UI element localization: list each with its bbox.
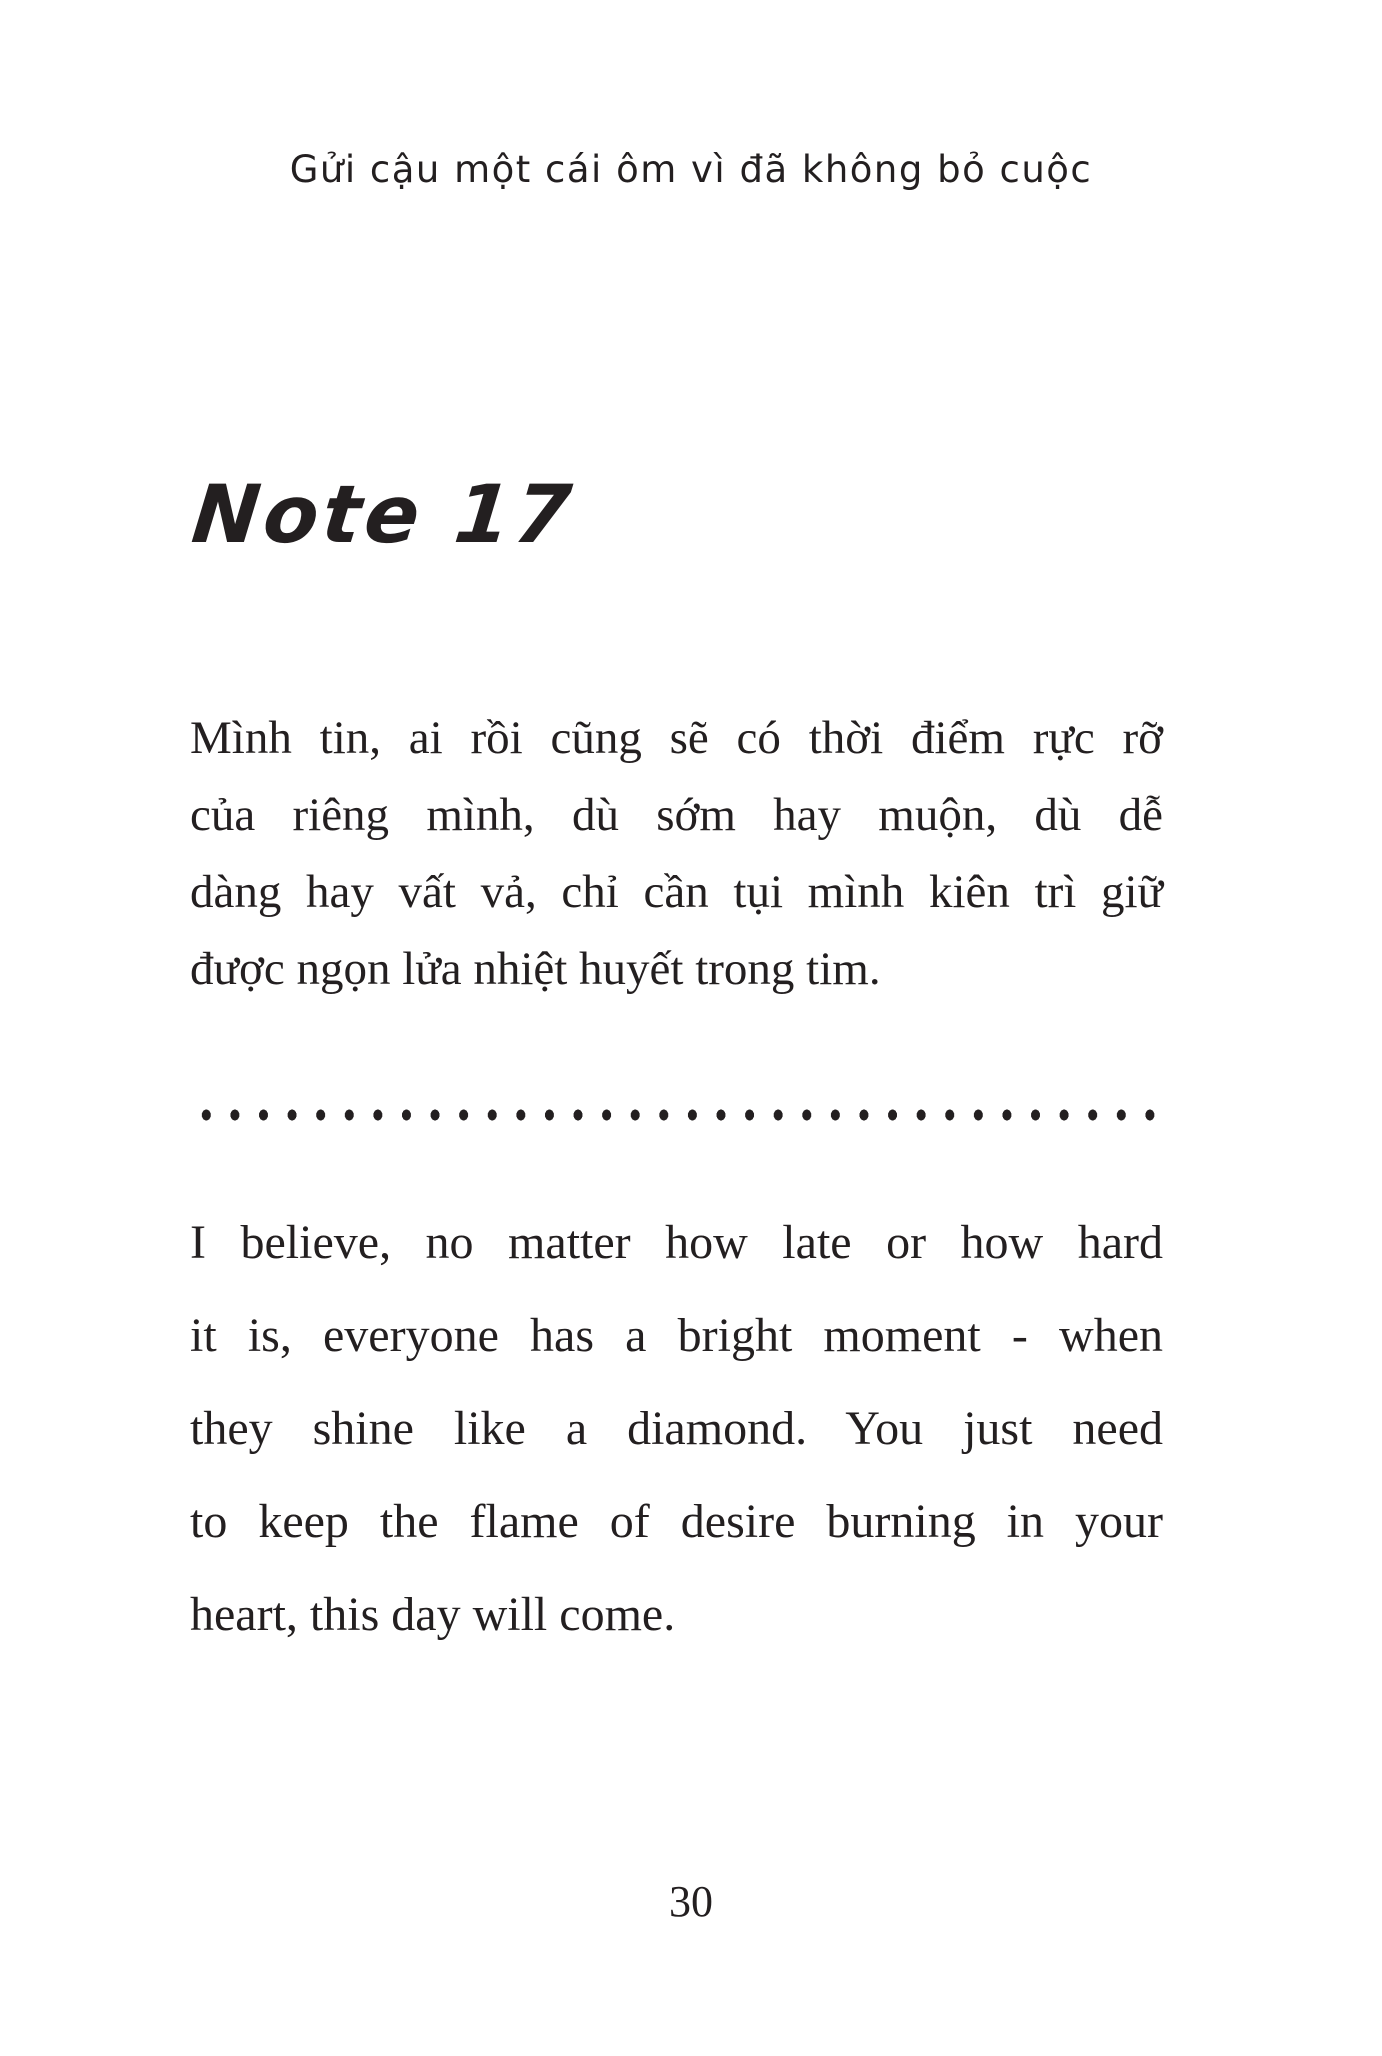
english-line: to keep the flame of desire burning in your — [190, 1495, 1163, 1548]
vietnamese-paragraph — [190, 700, 1163, 1008]
note-title: Note 17 — [188, 468, 580, 561]
english-line: heart, this day will come. — [190, 1588, 676, 1641]
dotted-divider — [192, 1107, 1165, 1123]
english-line: they shine like a diamond. You just need — [190, 1402, 1163, 1455]
vietnamese-line: dàng hay vất vả, chỉ cần tụi mình kiên trì giữ — [190, 866, 1163, 918]
vietnamese-line: được ngọn lửa nhiệt huyết trong tim. — [190, 943, 881, 995]
english-line: I believe, no matter how late or how hard — [190, 1216, 1163, 1269]
vietnamese-line: Mình tin, ai rồi cũng sẽ có thời điểm rực rỡ — [190, 712, 1163, 764]
english-paragraph — [190, 1196, 1163, 1661]
running-head: Gửi cậu một cái ôm vì đã không bỏ cuộc — [289, 148, 1093, 191]
english-line: it is, everyone has a bright moment - when — [190, 1309, 1163, 1362]
page-number: 30 — [669, 1877, 713, 1926]
vietnamese-line: của riêng mình, dù sớm hay muộn, dù dễ — [190, 789, 1163, 841]
